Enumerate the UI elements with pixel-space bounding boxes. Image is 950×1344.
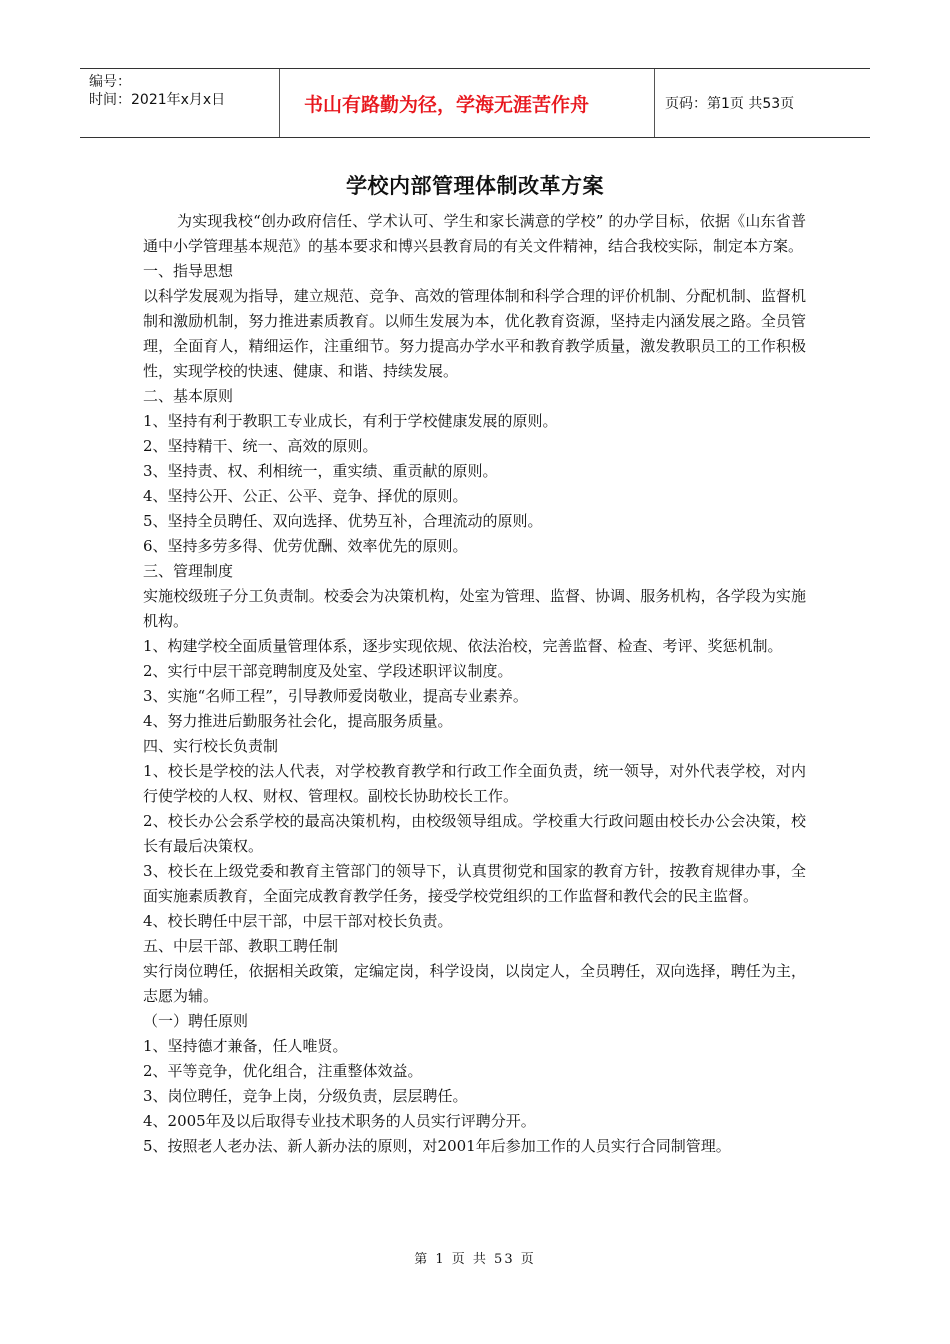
section-heading: 二、基本原则 [143, 387, 234, 405]
list-item: 3、坚持责、权、利相统一，重实绩、重贡献的原则。 [143, 462, 498, 480]
page-footer: 第 1 页 共 53 页 [414, 1252, 536, 1267]
list-item: 4、2005年及以后取得专业技术职务的人员实行评聘分开。 [143, 1112, 536, 1130]
list-item: 3、校长在上级党委和教育主管部门的领导下，认真贯彻党和国家的教育方针，按教育规律办事，全面实施素质教育，全面完成教育教学任务，接受学校党组织的工作监督和教代会的民主监督。 [143, 862, 806, 905]
list-item: 1、坚持德才兼备，任人唯贤。 [143, 1037, 348, 1055]
list-item: 6、坚持多劳多得、优劳优酬、效率优先的原则。 [143, 537, 468, 555]
list-item: 4、坚持公开、公正、公平、竞争、择优的原则。 [143, 487, 468, 505]
header-left-cell [80, 69, 280, 137]
list-item: 5、坚持全员聘任、双向选择、优势互补，合理流动的原则。 [143, 512, 543, 530]
section-heading: 三、管理制度 [143, 562, 234, 580]
list-item: 5、按照老人老办法、新人新办法的原则，对2001年后参加工作的人员实行合同制管理。 [143, 1137, 731, 1155]
number-label: 编号： [89, 74, 131, 90]
list-item: 1、校长是学校的法人代表，对学校教育教学和行政工作全面负责，统一领导，对外代表学校，对内行使学校的人权、财权、管理权。副校长协助校长工作。 [143, 762, 806, 805]
list-item: 2、平等竞争，优化组合，注重整体效益。 [143, 1062, 423, 1080]
list-item: 3、岗位聘任，竞争上岗，分级负责，层层聘任。 [143, 1087, 468, 1105]
list-item: 3、实施“名师工程”，引导教师爱岗敬业，提高专业素养。 [143, 687, 528, 705]
subsection-heading: （一）聘任原则 [143, 1012, 249, 1030]
header-motto-cell [280, 69, 655, 137]
motto-text: 书山有路勤为径，学海无涯苦作舟 [304, 93, 590, 116]
section-heading: 一、指导思想 [143, 262, 234, 280]
list-item: 2、实行中层干部竞聘制度及处室、学段述职评议制度。 [143, 662, 513, 680]
list-item: 4、努力推进后勤服务社会化，提高服务质量。 [143, 712, 453, 730]
list-item: 1、构建学校全面质量管理体系，逐步实现依规、依法治校，完善监督、检查、考评、奖惩机制。 [143, 637, 783, 655]
paragraph: 以科学发展观为指导，建立规范、竞争、高效的管理体制和科学合理的评价机制、分配机制、监督机制和激励机制，努力推进素质教育。以师生发展为本，优化教育资源，坚持走内涵发展之路。全员管理，全面育人，精细运作，注重细节。努力提高办学水平和教育教学质量，激发教职员工的工作积极性，实现学校的快速、健康、和谐、持续发展。 [143, 287, 806, 380]
header-page-cell [655, 69, 870, 137]
document-title: 学校内部管理体制改革方案 [346, 174, 604, 198]
paragraph: 实行岗位聘任，依据相关政策，定编定岗，科学设岗，以岗定人，全员聘任，双向选择，聘任为主，志愿为辅。 [143, 962, 806, 1005]
section-heading: 四、实行校长负责制 [143, 737, 279, 755]
section-heading: 五、中层干部、教职工聘任制 [143, 937, 339, 955]
list-item: 4、校长聘任中层干部，中层干部对校长负责。 [143, 912, 453, 930]
list-item: 2、校长办公会系学校的最高决策机构，由校级领导组成。学校重大行政问题由校长办公会决策，校长有最后决策权。 [143, 812, 806, 855]
page-code: 页码：第1页 共53页 [665, 96, 795, 112]
intro-paragraph: 为实现我校“创办政府信任、学术认可、学生和家长满意的学校” 的办学目标，依据《山东省普通中小学管理基本规范》的基本要求和博兴县教育局的有关文件精神，结合我校实际，制定本方案。 [143, 212, 806, 255]
document-body [143, 209, 806, 1159]
list-item: 1、坚持有利于教职工专业成长，有利于学校健康发展的原则。 [143, 412, 558, 430]
list-item: 2、坚持精干、统一、高效的原则。 [143, 437, 378, 455]
paragraph: 实施校级班子分工负责制。校委会为决策机构，处室为管理、监督、协调、服务机构，各学段为实施机构。 [143, 587, 806, 630]
header-table [80, 68, 870, 138]
time-label: 时间：2021年x月x日 [89, 92, 226, 108]
